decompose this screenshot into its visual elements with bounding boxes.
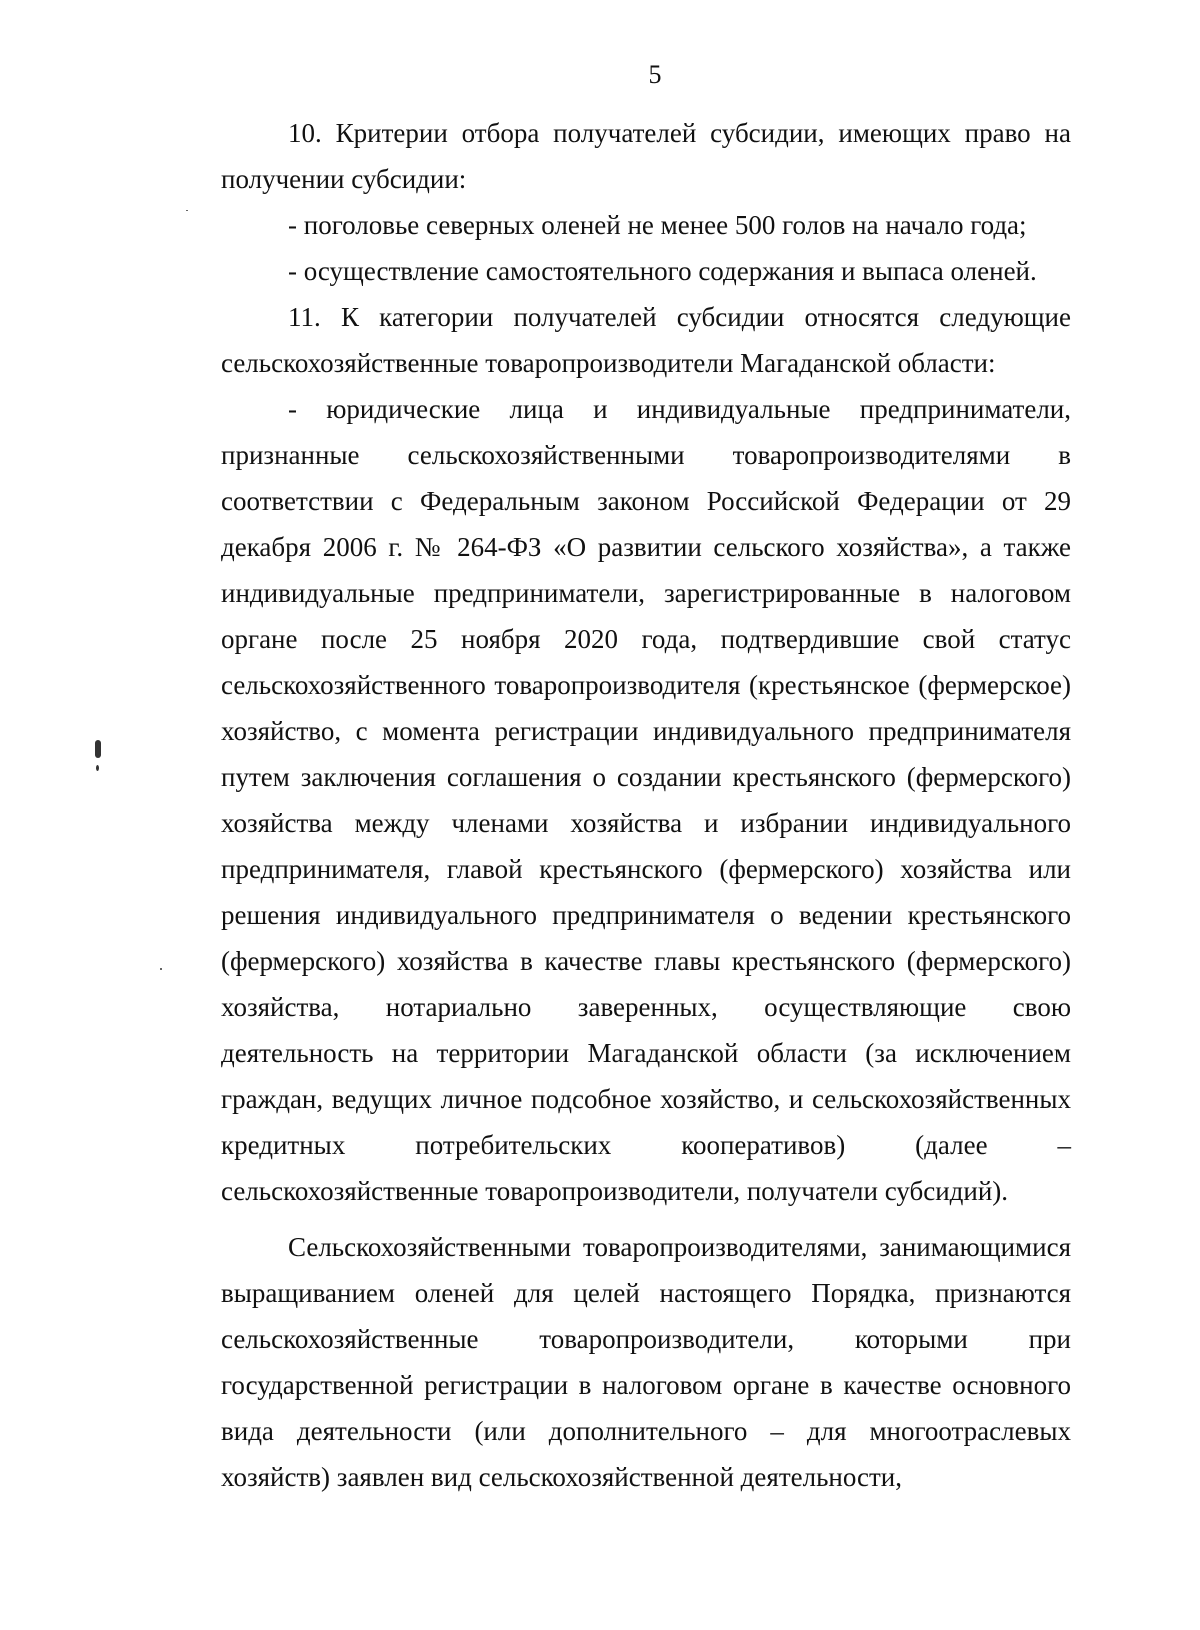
- scan-speck: [160, 968, 162, 970]
- scan-speck: [96, 765, 99, 771]
- paragraph-reindeer-producers: Сельскохозяйственными товаропроизводителями, занимающимися выращиванием оленей для целей настоящего Порядка, признаются сельскохозяйственные товаропроизводители, которыми при государственной регистрации в налоговом органе в качестве основного вида деятельности (или дополнительного – для многоотраслевых хозяйств) заявлен вид сельскохозяйственной деятельности,: [221, 1232, 1071, 1492]
- scan-speck: [95, 740, 101, 758]
- paragraph-criterion-grazing: - осуществление самостоятельного содержания и выпаса оленей.: [288, 256, 1037, 286]
- paragraph-selection-criteria: 10. Критерии отбора получателей субсидии, имеющих право на получении субсидии:: [221, 118, 1071, 194]
- paragraph-criterion-herd-size: - поголовье северных оленей не менее 500 голов на начало года;: [288, 210, 1027, 240]
- document-body: [221, 110, 1071, 1500]
- page-number: 5: [648, 60, 662, 89]
- paragraph-legal-entities: - юридические лица и индивидуальные предприниматели, признанные сельскохозяйственными товаропроизводителями в соответствии с Федеральным законом Российской Федерации от 29 декабря 2006 г. № 264-ФЗ «О развитии сельского хозяйства», а также индивидуальные предприниматели, зарегистрированные в налоговом органе после 25 ноября 2020 года, подтвердившие свой статус сельскохозяйственного товаропроизводителя (крестьянское (фермерское) хозяйство, с момента регистрации индивидуального предпринимателя путем заключения соглашения о создании крестьянского (фермерского) хозяйства между членами хозяйства и избрании индивидуального предпринимателя, главой крестьянского (фермерского) хозяйства или решения индивидуального предпринимателя о ведении крестьянского (фермерского) хозяйства в качестве главы крестьянского (фермерского) хозяйства, нотариально заверенных, осуществляющие свою деятельность на территории Магаданской области (за исключением граждан, ведущих личное подсобное хозяйство, и сельскохозяйственных кредитных потребительских кооперативов) (далее – сельскохозяйственные товаропроизводители, получатели субсидий).: [221, 394, 1071, 1206]
- scan-speck: [186, 210, 188, 211]
- paragraph-recipient-category: 11. К категории получателей субсидии относятся следующие сельскохозяйственные товаропроизводители Магаданской области:: [221, 302, 1071, 378]
